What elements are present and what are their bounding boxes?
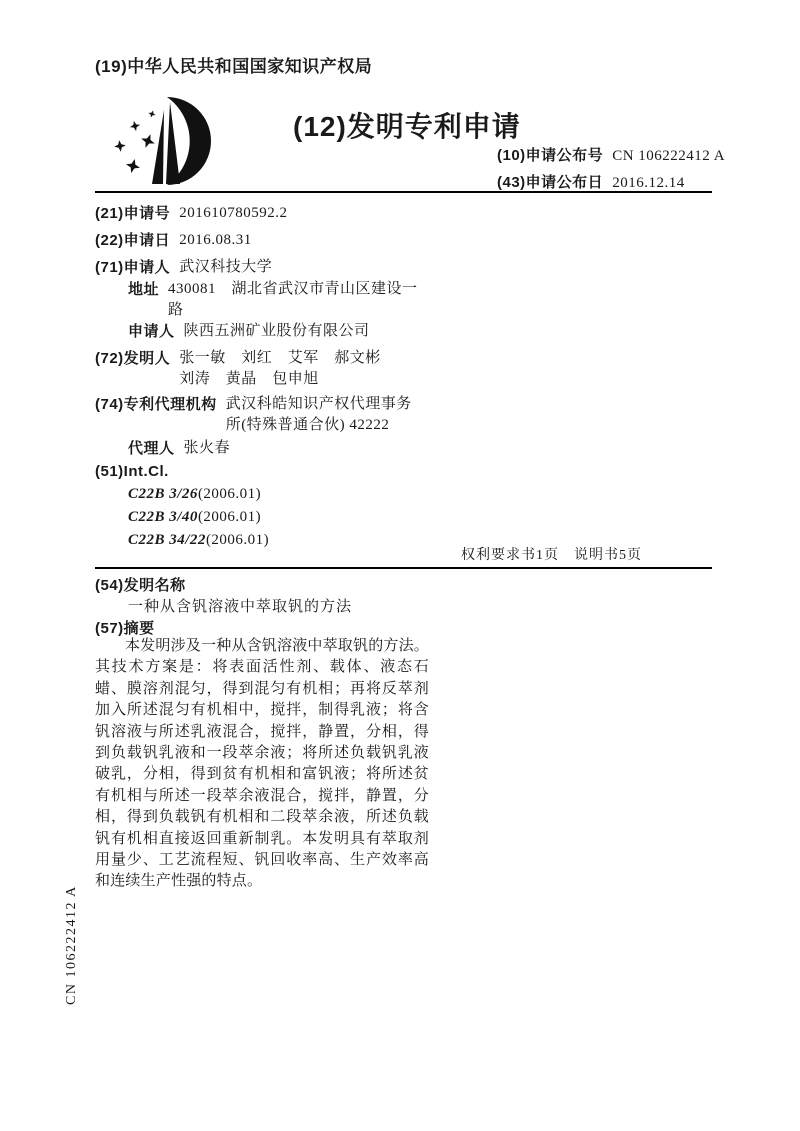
inventors-row [95, 348, 381, 390]
agency-value: 武汉科皓知识产权代理事务 所(特殊普通合伙) 42222 [225, 396, 412, 433]
int-cl-version: (2006.01) [197, 509, 262, 525]
section-divider [95, 567, 712, 569]
publication-number-label: (10)申请公布号 [497, 147, 604, 164]
co-applicant-value: 陕西五洲矿业股份有限公司 [183, 323, 370, 339]
document-kind-title: (12)发明专利申请 [293, 111, 521, 142]
agency-row [95, 394, 412, 436]
co-applicant-label: 申请人 [128, 323, 175, 340]
int-cl-code-row [128, 509, 261, 526]
int-cl-label: (51)Int.Cl. [95, 463, 169, 480]
address-value: 430081 湖北省武汉市青山区建设一 路 [168, 281, 418, 318]
inventors-value: 张一敏 刘红 艾军 郝文彬 刘涛 黄晶 包申旭 [179, 350, 381, 387]
invention-title: 一种从含钒溶液中萃取钒的方法 [128, 599, 353, 615]
int-cl-code: C22B 3/26 [128, 486, 198, 502]
agency-label: (74)专利代理机构 [95, 396, 217, 413]
int-cl-version: (2006.01) [205, 532, 270, 548]
invention-title-label: (54)发明名称 [95, 577, 186, 594]
agent-value: 张火春 [183, 440, 231, 456]
agent-label: 代理人 [128, 440, 175, 457]
agent-row [128, 438, 230, 459]
application-number-label: (21)申请号 [95, 205, 171, 222]
pages-info: 权利要求书1页 说明书5页 [461, 548, 642, 563]
publication-date-row [497, 171, 685, 192]
int-cl-version: (2006.01) [197, 486, 262, 502]
publication-number-value: CN 106222412 A [612, 148, 726, 164]
publication-date-label: (43)申请公布日 [497, 174, 604, 191]
int-cl-code-row [128, 486, 261, 503]
application-number-value: 201610780592.2 [179, 205, 288, 221]
address-label: 地址 [128, 281, 160, 298]
publication-number-row [497, 144, 725, 165]
abstract-text: 本发明涉及一种从含钒溶液中萃取钒的方法。其技术方案是：将表面活性剂、载体、液态石蜡、膜溶剂混匀，得到混匀有机相；再将反萃剂加入所述混匀有机相中，搅拌，制得乳液；将含钒溶液与所述乳液混合，搅拌，静置，分相，得到负载钒乳液和一段萃余液；将所述负载钒乳液破乳，分相，得到贫有机相和富钒液；将所述贫有机相与所述一段萃余液混合，搅拌，静置，分相，得到负载钒有机相和二段萃余液，所述负载钒有机相直接返回重新制乳。本发明具有萃取剂用量少、工艺流程短、钒回收率高、生产效率高和连续生产性强的特点。 [95, 638, 430, 890]
sipo-logo-icon [110, 92, 230, 195]
application-date-label: (22)申请日 [95, 232, 171, 249]
patent-office-name: (19)中华人民共和国国家知识产权局 [95, 57, 373, 76]
address-row [128, 279, 418, 321]
abstract-label: (57)摘要 [95, 620, 155, 637]
int-cl-code: C22B 34/22 [128, 532, 206, 548]
inventors-label: (72)发明人 [95, 350, 171, 367]
application-date-row [95, 230, 252, 251]
int-cl-row [95, 461, 169, 482]
application-number-row [95, 203, 287, 224]
co-applicant-row [128, 321, 370, 342]
applicant-row [95, 257, 272, 278]
side-publication-code: CN 106222412 A [64, 885, 79, 1005]
int-cl-code: C22B 3/40 [128, 509, 198, 525]
qr-code-icon [606, 44, 684, 127]
applicant-value: 武汉科技大学 [179, 259, 273, 275]
publication-date-value: 2016.12.14 [612, 175, 685, 191]
applicant-label: (71)申请人 [95, 259, 171, 276]
application-date-value: 2016.08.31 [179, 232, 252, 248]
header-divider [95, 191, 712, 193]
